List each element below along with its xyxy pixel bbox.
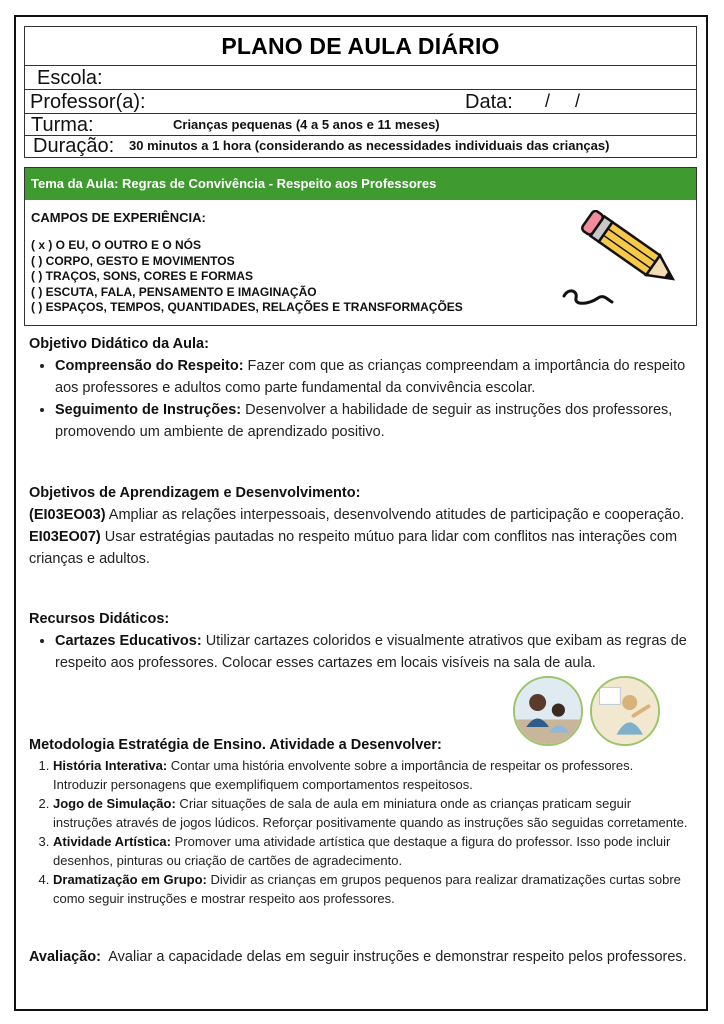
campo-item: ( ) CORPO, GESTO E MOVIMENTOS: [31, 253, 235, 268]
duracao-label: Duração:: [33, 135, 115, 157]
item-text: Dividir as crianças em grupos pequenos para realizar dramatizações curtas sobre como seguir instruções e mostrar respeito aos professores.: [53, 872, 681, 906]
objetivo-section: [29, 333, 689, 443]
metodologia-heading: Metodologia Estratégia de Ensino. Atividade a Desenvolver:: [29, 737, 442, 753]
list-item: [55, 355, 689, 399]
objetivo-heading: Objetivo Didático da Aula:: [29, 336, 209, 352]
item-label: Seguimento de Instruções:: [55, 402, 242, 418]
professor-label: Professor(a):: [30, 91, 146, 113]
item-label: Compreensão do Respeito:: [55, 358, 244, 374]
item-label: Atividade Artística:: [53, 834, 171, 849]
item-text: Desenvolver a habilidade de seguir as instruções dos professores, promovendo um ambiente de aprendizado positivo.: [55, 402, 673, 440]
list-item: [55, 630, 689, 674]
item-text: Fazer com que as crianças compreendam a importância do respeito aos professores e adultos como parte fundamental da convivência escolar.: [55, 358, 686, 396]
item-text: Usar estratégias pautadas no respeito mútuo para lidar com conflitos nas interações com crianças e adultos.: [29, 529, 678, 567]
divider: [25, 89, 696, 90]
escola-label: Escola:: [37, 67, 103, 89]
list-item: [53, 832, 689, 870]
duracao-value: 30 minutos a 1 hora (considerando as necessidades individuais das crianças): [129, 138, 610, 153]
item-text: Promover uma atividade artística que destaque a figura do professor. Isso pode incluir desenhos, pinturas ou criação de cartões de agradecimento.: [53, 834, 671, 868]
aprendizagem-item: [29, 504, 689, 526]
list-item: [55, 399, 689, 443]
recursos-heading: Recursos Didáticos:: [29, 611, 170, 627]
list-item: [53, 794, 689, 832]
avaliacao-section: [29, 946, 689, 968]
recursos-section: [29, 608, 689, 674]
aprendizagem-item: [29, 526, 689, 570]
tema-title: Tema da Aula: Regras de Convivência - Respeito aos Professores: [25, 168, 696, 200]
divider: [25, 65, 696, 66]
metodologia-section: [29, 734, 689, 908]
header-box: [24, 26, 697, 158]
avaliacao-text: Avaliar a capacidade delas em seguir instruções e demonstrar respeito pelos professores.: [101, 949, 687, 965]
metodologia-list: [29, 756, 689, 908]
item-text: Contar uma história envolvente sobre a importância de respeitar os professores. Introduzir personagens que exemplifiquem comportamentos respeitosos.: [53, 758, 634, 792]
turma-label: Turma:: [31, 114, 94, 136]
item-text: Ampliar as relações interpessoais, desenvolvendo atitudes de participação e cooperação.: [105, 507, 685, 523]
list-item: [53, 870, 689, 908]
campo-item: ( ) ESCUTA, FALA, PENSAMENTO E IMAGINAÇÃO: [31, 284, 317, 299]
item-code: (EI03EO03): [29, 507, 106, 523]
avaliacao-label: Avaliação:: [29, 949, 101, 965]
item-label: História Interativa:: [53, 758, 168, 773]
item-label: Cartazes Educativos:: [55, 633, 202, 649]
campo-item: ( ) TRAÇOS, SONS, CORES E FORMAS: [31, 269, 254, 284]
data-slashes: / /: [545, 91, 581, 111]
list-item: [53, 756, 689, 794]
campo-item: ( ) ESPAÇOS, TEMPOS, QUANTIDADES, RELAÇÕES E TRANSFORMAÇÕES: [31, 300, 463, 315]
campo-item: ( x ) O EU, O OUTRO E O NÓS: [31, 238, 202, 252]
turma-value: Crianças pequenas (4 a 5 anos e 11 meses): [173, 117, 440, 132]
item-text: Utilizar cartazes coloridos e visualmente atrativos que exibam as regras de respeito aos professores. Colocar esses cartazes em locais visíveis na sala de aula.: [55, 633, 687, 671]
item-label: Jogo de Simulação:: [53, 796, 176, 811]
item-code: EI03EO07): [29, 529, 101, 545]
objetivo-list: [29, 355, 689, 443]
divider: [25, 113, 696, 114]
item-label: Dramatização em Grupo:: [53, 872, 207, 887]
campos-title: CAMPOS DE EXPERIÊNCIA:: [31, 210, 206, 225]
aprendizagem-heading: Objetivos de Aprendizagem e Desenvolvimento:: [29, 485, 361, 501]
recursos-list: [29, 630, 689, 674]
aprendizagem-section: [29, 482, 689, 570]
pencil-icon: [560, 210, 690, 310]
campos-list: [31, 238, 463, 316]
page-title: PLANO DE AULA DIÁRIO: [221, 33, 500, 59]
data-label: Data:: [465, 91, 513, 113]
divider: [25, 135, 696, 136]
item-text: Criar situações de sala de aula em miniatura onde as crianças praticam seguir instruções através de jogos lúdicos. Reforçar positivamente quando as instruções são seguidas corretamente.: [53, 796, 688, 830]
